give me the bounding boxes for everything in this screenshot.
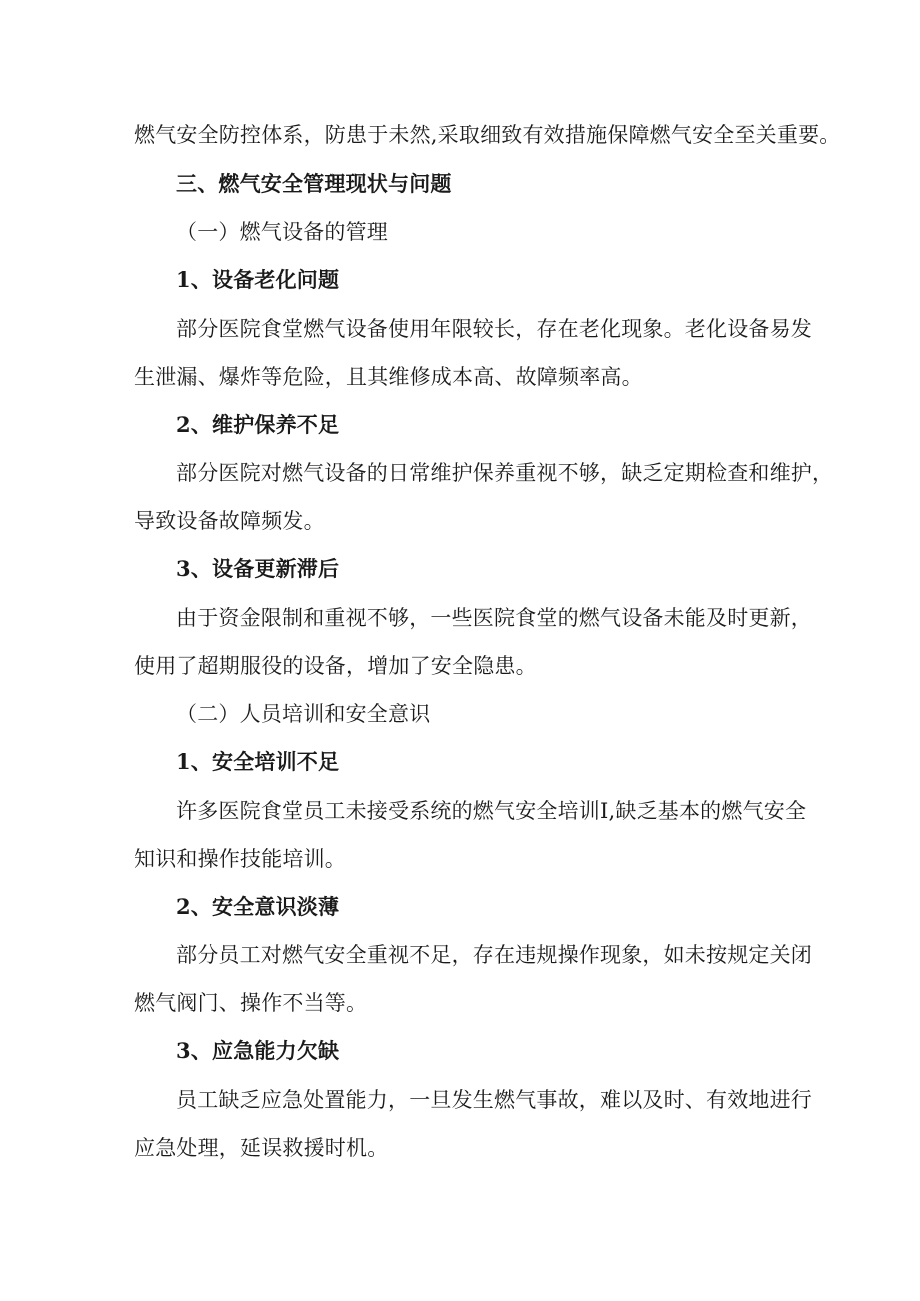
paragraph-line: 燃气阀门、操作不当等。 [134, 991, 368, 1015]
paragraph-line: 应急处理，延误救援时机。 [134, 1136, 389, 1160]
item-heading: 3、设备更新滞后 [176, 556, 340, 581]
paragraph-line: 部分医院对燃气设备的日常维护保养重视不够，缺乏定期检查和维护， [176, 461, 834, 485]
paragraph-line: 部分员工对燃气安全重视不足，存在违规操作现象，如未按规定关闭 [176, 943, 812, 967]
item-heading: 3、应急能力欠缺 [176, 1038, 340, 1063]
subsection-heading: （一）燃气设备的管理 [176, 220, 388, 244]
paragraph-line: 导致设备故障频发。 [134, 509, 325, 533]
paragraph-line: 许多医院食堂员工未接受系统的燃气安全培训I,缺乏基本的燃气安全 [176, 799, 807, 823]
item-heading: 2、安全意识淡薄 [176, 894, 340, 919]
paragraph-line: 使用了超期服役的设备，增加了安全隐患。 [134, 654, 537, 678]
paragraph-line: 员工缺乏应急处置能力，一旦发生燃气事故，难以及时、有效地进行 [176, 1088, 812, 1112]
item-heading: 2、维护保养不足 [176, 412, 340, 437]
item-heading: 1、设备老化问题 [176, 267, 340, 292]
paragraph-line: 部分医院食堂燃气设备使用年限较长，存在老化现象。老化设备易发 [176, 317, 812, 341]
section-heading: 三、燃气安全管理现状与问题 [176, 171, 452, 196]
paragraph-line: 生泄漏、爆炸等危险，且其维修成本高、故障频率高。 [134, 365, 643, 389]
paragraph-line: 由于资金限制和重视不够，一些医院食堂的燃气设备未能及时更新， [176, 606, 812, 630]
paragraph-line: 燃气安全防控体系，防患于未然,采取细致有效措施保障燃气安全至关重要。 [134, 123, 841, 147]
paragraph-line: 知识和操作技能培训。 [134, 847, 346, 871]
subsection-heading: （二）人员培训和安全意识 [176, 702, 431, 726]
item-heading: 1、安全培训不足 [176, 749, 340, 774]
